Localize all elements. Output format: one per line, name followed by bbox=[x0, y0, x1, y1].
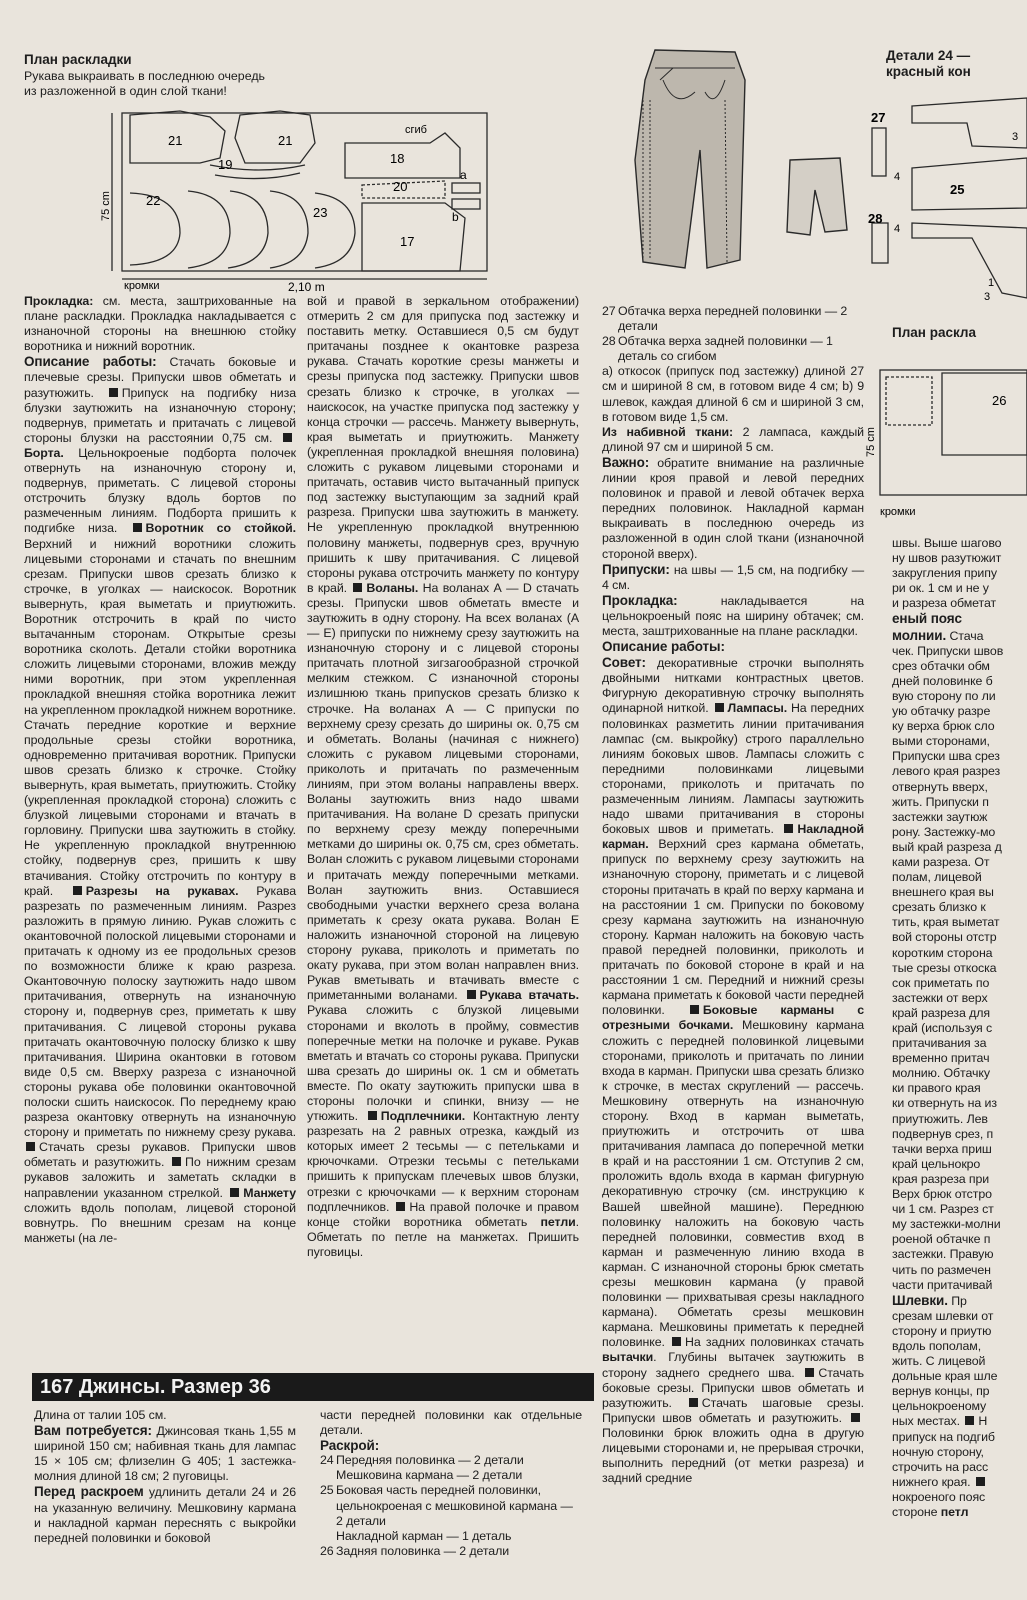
right-height-label: 75 cm bbox=[865, 427, 877, 457]
col4-para: Шлевки. Пр срезам шлевки от сторону и приутю вдоль пополам, жить. С лицевой дольные края шле вернув концы, пр цельнокроеному ных местах. Н припуск на подгиб ночную сторону, строчить на расс нижнего края. нокроеного пояс стороне петл bbox=[892, 1292, 998, 1519]
text-column-3 bbox=[602, 304, 864, 1486]
col3-para: а) откосок (припуск под застежку) длиной 27 см и шириной 8 см, в готовом виде 4 см; b) 9 шлевок, каждая длиной 6 см и шириной 3 см, в готовом виде 1,5 см. bbox=[602, 364, 864, 424]
selvage-label: кромки bbox=[124, 280, 160, 292]
piece-23-label: 23 bbox=[313, 205, 328, 220]
col3-list bbox=[602, 304, 864, 364]
text-column-1 bbox=[24, 294, 296, 1246]
col4-para: швы. Выше шагово ну швов разутюжит закругления припу ри ок. 1 см и не у и разреза обметат еный пояс молнии. Стача чек. Припуски швов срез обтачки обм дней половинке б вую сторону по ли ую обтачку разре ку верха брюк сло выми сторонами, Припуски шва срез левого края разрез отвернуть вверх, жить. Припуски п застежки заутюж рону. Застежку-мо вый край разреза д ками разреза. От полам, лицевой внешнего края вы срезать близко к тить, края выметат вой стороны отстр коротким сторона тые срезы откоска сок приметать по застежки от верх край разреза для край (используя с притачивания за временно притач молнию. Обтачку ки правого края ки отвернуть на из приутюжить. Лев подвернув срез, п тачки верха приш край цельнокро края разреза при Верх брюк отстро чи 1 см. Разрез ст му застежки-молни роеной обтачке п застежки. Правую чить по размечен части притачивай bbox=[892, 536, 1004, 1292]
numbered-item bbox=[320, 1468, 582, 1483]
mark-3b: 3 bbox=[984, 291, 991, 303]
piece-20-label: 20 bbox=[393, 179, 408, 194]
piece-28-label: 28 bbox=[868, 211, 883, 226]
piece-18-label: 18 bbox=[390, 151, 405, 166]
numbered-item bbox=[602, 334, 864, 364]
piece-21a-label: 21 bbox=[168, 133, 183, 148]
col3-para: Совет: декоративные строчки выполнять двойными нитками контрастных цветов. Фигурную декоративную строчку выполнять одинарной ниткой. Лампасы. На передних половинках разметить линии притачивания лампас (см. выкройку) строго параллельно линиям боковых швов. Лампасы сложить с передними половинками лицевыми сторонами, приколоть и притачать по размеченным линиям. Лампасы заутюжить надо швами притачивания в стороны боковых швов и приметать. Накладной карман. Верхний срез кармана обметать, припуск по верхнему срезу заутюжить на изнаночную сторону, приметать и с лицевой стороны притачать в край по верху кармана и на расстоянии 1 см. Припуски по боковому срезу кармана заутюжить на изнаночную сторону. Карман наложить на боковую часть правой передней половинки, приколоть и притачать по боковой стороне в край и на расстоянии 1 см. Передний и нижний срезы кармана приметать к боковой части передней половинки. Боковые карманы с отрезными бочками. Мешковину кармана сложить с передней половинкой лицевыми сторонами, приколоть и притачать по линии входа в карман. Припуски шва срезать близко к строчке, в местах скруглений — рассечь. Мешковину отвернуть на изнаночную сторону. Вход в карман выметать, приутюжить и отстрочить от шва притачивания лампаса до поперечной метки в край и на расстоянии 1 см. Отступив 2 см, проложить вдоль входа в карман фигурную декоративную строчку (см. инструкцию к Вашей швейной машине). Переднюю половинку наложить на боковую часть передней половинки, совместив вход в карман и размеченную линию входа в карман. С изнаночной стороны брюк сметать срезы мешковин кармана (у правой половинки — прихватывая срезы накладного кармана). Обметать срезы мешковин кармана. Мешковины приметать к передней половинке. На задних половинках стачать вытачки. Глубины вытачек заутюжить в сторону заднего среднего шва. Стачать боковые срезы. Припуски швов обметать и разутюжить. Стачать шаговые срезы. Припуски швов обметать и разутюжить. Половинки брюк вложить одна в другую лицевыми сторонами и, не прерывая строчки, выполнить передний (от метки разреза) и задний средние bbox=[602, 655, 864, 1486]
s167-para: Вам потребуется: Джинсовая ткань 1,55 м шириной 150 см; набивная ткань для лампас 15 × 105 см; флизелин G 405; 1 застежка-молния длиной 18 см; 2 пуговицы. bbox=[34, 1423, 296, 1484]
piece-27-label: 27 bbox=[871, 110, 886, 125]
layout-plan-diagram bbox=[100, 103, 500, 293]
col3-para: Из набивной ткани: 2 лампаса, каждый длиной 97 см и шириной 5 см. bbox=[602, 424, 864, 454]
numbered-item bbox=[602, 304, 864, 334]
numbered-item bbox=[320, 1544, 582, 1559]
item-text: Передняя половинка — 2 детали bbox=[336, 1453, 524, 1468]
plan-note-1: Рукава выкраивать в последнюю очередь bbox=[24, 69, 265, 83]
piece-21b-label: 21 bbox=[278, 133, 293, 148]
piece-26-label: 26 bbox=[992, 393, 1007, 408]
item-text: Мешковина кармана — 2 детали bbox=[336, 1468, 523, 1483]
numbered-item bbox=[320, 1529, 582, 1544]
s167-para: Длина от талии 105 см. bbox=[34, 1408, 167, 1422]
jeans-illustration bbox=[615, 40, 860, 290]
section-167-title: 167 Джинсы. Размер 36 bbox=[32, 1373, 594, 1401]
col2-para: вой и правой в зеркальном отображении) отмерить 2 см для припуска под застежку и поставить метку. Оставшиеся 0,5 см будут притачаны позднее к окантовке разреза рукава. Стачать короткие срезы манжеты и срезы припуска под застежку. Припуски швов срезать близко к строчке, в уголках — наискосок, на участке припуска под застежку у конца строчки — рассечь. Манжету вывернуть, края выметать и приутюжить. Манжету (укрепленная прокладкой внешняя половина) сложить с рукавом лицевыми сторонами и притачать, оставив чисто вытачанный припуск под застежку выступающим за задний край разреза. Припуски шва заутюжить в манжету. Не укрепленную прокладкой внутреннюю половину манжеты, подвернув срез, вручную пришить к шву притачивания. С лицевой стороны рукава отстрочить манжету по контуру в край. Воланы. На воланах А — D стачать срезы. Припуски швов обметать вместе и заутюжить в одну сторону. На всех воланах (А — Е) припуски по нижнему срезу заутюжить на изнаночную сторону и с лицевой стороны притачать плотной зигзагообразной строчкой мелким стежком. С изнаночной стороны излишнюю ткань припусков срезать близко к строчке. На воланах А — С припуски по верхнему срезу срезать до ширины ок. 0,75 см и обметать. Воланы (начиная с нижнего) сложить с рукавом лицевыми сторонами, приколоть и притачать по размеченным линиям, при этом воланы направлены вверх. Воланы заутюжить вниз надо швами притачивания. На волане D срезать припуски по верхнему срезу между поперечными метками до ширины ок. 0,75 см, срез обметать. Волан сложить с рукавом лицевыми сторонами и притачать между поперечными метками. Волан заутюжить вниз. Оставшиеся свободными участки верхнего среза волана приметать к срезу оката рукава. Волан Е наложить изнаночной стороной на лицевую сторону рукава, приколоть и приметать по окату рукава, при этом волан направлен вниз. Рукав вметывать и втачивать вместе с приметанными воланами. Рукава втачать. Рукава сложить с блузкой лицевыми сторонами и вколоть в пройму, совместив поперечные метки на полочке и рукаве. Рукав вметать и втачать со стороны рукава. Припуски шва срезать до ширины ок. 1 см и обметать вместе. По окату заутюжить припуски шва в стороны полочки и спинки, внизу — не утюжить. Подплечники. Контактную ленту разрезать на 2 равных отрезка, каждый из которых имеет 2 тесьмы — с петельками и крючочками. Отрезки тесьмы с петельками пришить к припускам плечевых швов блузки, отрезки с крючочками — к верхним сторонам подплечников. На правой полочке и правом конце стойки воротника обметать петли. Обметать по петле на манжетах. Пришить пуговицы. bbox=[307, 294, 579, 1259]
section-167-column-1 bbox=[34, 1408, 296, 1546]
col3-para: Прокладка: накладывается на цельнокроеный пояс на ширину обтачек; см. места, заштрихованные на плане раскладки. bbox=[602, 592, 864, 638]
right-layout-plan bbox=[862, 355, 1027, 530]
raskroy-title: Раскрой: bbox=[320, 1438, 380, 1454]
numbered-item bbox=[320, 1453, 582, 1468]
item-number: 27 bbox=[602, 304, 616, 318]
col3-paragraphs bbox=[602, 364, 864, 1486]
s167-para: Перед раскроем удлинить детали 24 и 26 на указанную величину. Мешковину кармана и накладной карман переснять с выкройки передней половинки и боковой bbox=[34, 1484, 296, 1545]
numbered-item bbox=[320, 1483, 582, 1528]
right-fig-title-2: красный кон bbox=[886, 64, 971, 79]
fold-label: сгиб bbox=[405, 124, 427, 136]
item-number: 28 bbox=[602, 334, 616, 349]
item-number bbox=[320, 1468, 336, 1483]
section-167-column-2 bbox=[320, 1408, 582, 1559]
col3-para: Описание работы: bbox=[602, 639, 725, 655]
raskroy-list bbox=[320, 1453, 582, 1559]
piece-b-label: b bbox=[452, 210, 459, 224]
s167-intro: части передней половинки как отдельные детали. bbox=[320, 1408, 582, 1438]
plan-note-2: из разложенной в один слой ткани! bbox=[24, 84, 227, 98]
item-number: 24 bbox=[320, 1453, 334, 1468]
plan-title: План раскладки bbox=[24, 52, 132, 67]
item-number: 25 bbox=[320, 1483, 334, 1498]
item-number: 26 bbox=[320, 1543, 334, 1558]
width-label: 2,10 m bbox=[288, 280, 325, 293]
mark-4a: 4 bbox=[894, 171, 901, 183]
text-column-4 bbox=[892, 536, 1027, 1520]
col1-para: Прокладка: см. места, заштрихованные на плане раскладки. Прокладка накладывается с изнаночной стороны на внешнюю стойку воротника и нижний воротник. bbox=[24, 294, 296, 354]
text-column-2 bbox=[307, 294, 579, 1260]
piece-25-label: 25 bbox=[950, 182, 965, 197]
piece-17-label: 17 bbox=[400, 234, 415, 249]
col3-para: Важно: обратите внимание на различные линии кроя правой и левой передних половинок и правой и левой обтачек верха передних половинок. Накладной карман выкраивать в последнюю очередь из разложенной в один слой ткани (изнаночной стороной вверх). bbox=[602, 454, 864, 561]
item-text: Задняя половинка — 2 детали bbox=[336, 1543, 510, 1558]
col3-para: Припуски: на швы — 1,5 см, на подгибку — 4 см. bbox=[602, 561, 864, 592]
item-text: Накладной карман — 1 деталь bbox=[336, 1528, 512, 1543]
item-text: Боковая часть передней половинки, цельнокроеная с мешковиной кармана — 2 детали bbox=[336, 1483, 573, 1528]
right-fig-title-1: Детали 24 — bbox=[886, 48, 971, 63]
item-text: Обтачка верха задней половинки — 1 деталь со сгибом bbox=[618, 334, 833, 364]
col1-para: Описание работы: Стачать боковые и плечевые срезы. Припуски швов обметать и разутюжить. Припуск на подгибку низа блузки заутюжить на изнаночную сторону; подвернув, приметать и притачать с лицевой стороны блузки на расстоянии 0,75 см. Борта. Цельнокроеные подборта полочек отвернуть на изнаночную сторону и, подвернув, приметать. С лицевой стороны отстрочить блузку вдоль бортов по размеченным линиям. Подборта пришить к подгибке низа. Воротник со стойкой. Верхний и нижний воротники сложить лицевыми сторонами и стачать по внешним срезам. Припуски швов срезать близко к строчке, в уголках — наискосок. Воротник вывернуть, края выметать и приутюжить. Воротник отстрочить в край по чисто вытачанным сторонам. Открытые срезы воротника сколоть. Детали стойки воротника сложить лицевыми сторонами, вложив между ними воротник, при этом укрепленная прокладкой внешняя стойка воротника лежит на укрепленном прокладкой нижнем воротнике. Стачать передние короткие и верхние продольные срезы стойки воротника, одновременно притачивая воротник. Припуски швов срезать близко к строчке. Стойку вывернуть, края выметать, приутюжить. Стойку (укрепленная прокладкой сторона) сложить с блузкой лицевыми сторонами и втачать в горловину. Припуски шва заутюжить в стойку. Не укрепленную прокладкой внутреннюю стойку, подвернув срез, пришить к шву втачивания. Стойку отстрочить по контуру в край. Разрезы на рукавах. Рукава разрезать по размеченным линиям. Разрез разложить в прямую линию. Рукав сложить с окантовочной полоской лицевыми сторонами и притачать к одному из ее продольных срезов по возможности ближе к краю разреза. Окантовочную полоску заутюжить надо швом притачивания, отвернуть на изнаночную сторону и, подвернув срез, приметать к шву притачивания. С лицевой стороны рукава притачать окантовочную полоску близко к шву притачивания. Ширина окантовки в готовом виде 0,5 см. Вверху разреза с изнаночной стороны рукава обе половинки окантовочной полоски сшить наискосок. По переднему краю разреза окантовку отвернуть на изнаночную сторону и приметать по нижнему срезу рукава. Стачать срезы рукавов. Припуски швов обметать и разутюжить. По нижним срезам рукавов заложить и заметать складки в направлении указанном стрелкой. Манжету сложить вдоль пополам, лицевой стороной вовнутрь. По внешним срезам на конце манжеты (на ле- bbox=[24, 354, 297, 1245]
mark-3a: 3 bbox=[1012, 131, 1019, 143]
item-text: Обтачка верха передней половинки — 2 детали bbox=[618, 304, 848, 334]
item-number bbox=[320, 1529, 336, 1544]
right-plan-title: План раскла bbox=[892, 325, 976, 340]
pattern-pieces-diagram bbox=[862, 88, 1027, 303]
mark-1: 1 bbox=[988, 277, 995, 289]
mark-4b: 4 bbox=[894, 223, 901, 235]
piece-19-label: 19 bbox=[218, 157, 233, 172]
right-selvage-label: кромки bbox=[880, 506, 916, 518]
piece-22-label: 22 bbox=[146, 193, 161, 208]
height-label: 75 cm bbox=[100, 191, 112, 221]
piece-a-label: a bbox=[460, 168, 467, 182]
